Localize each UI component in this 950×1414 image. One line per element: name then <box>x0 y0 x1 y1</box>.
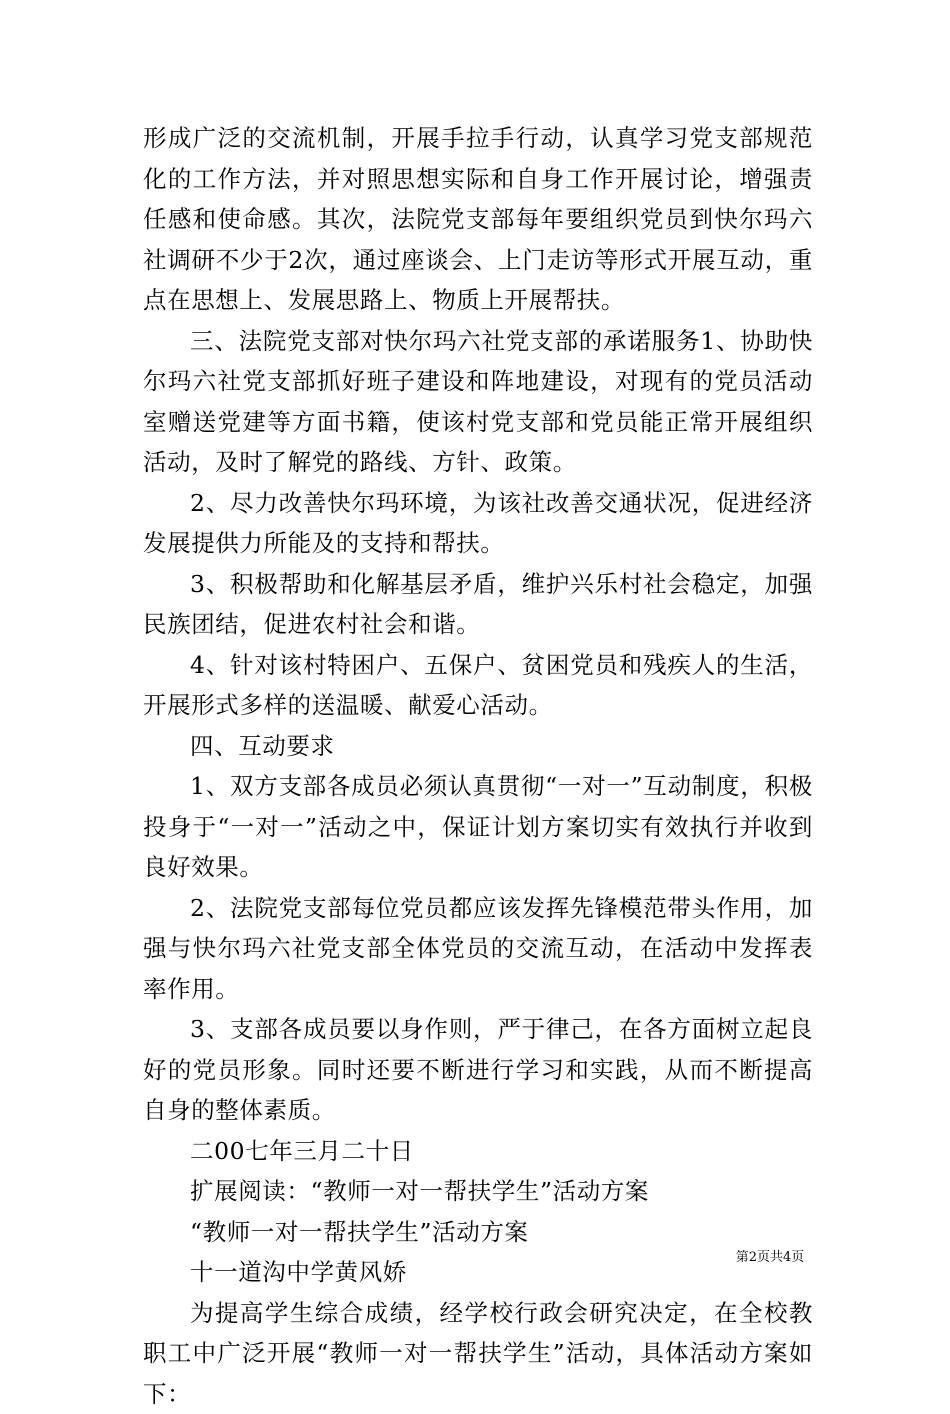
paragraph-1: 形成广泛的交流机制，开展手拉手行动，认真学习党支部规范化的工作方法，并对照思想实际和自身工作开展讨论，增强责任感和使命感。其次，法院党支部每年要组织党员到快尔玛六社调研不少于2次，通过座谈会、上门走访等形式开展互动，重点在思想上、发展思路上、物质上开展帮扶。 <box>143 118 813 321</box>
paragraph-7: 1、双方支部各成员必须认真贯彻“一对一”互动制度，积极投身于“一对一”活动之中，保证计划方案切实有效执行并收到良好效果。 <box>143 766 813 888</box>
paragraph-14: 为提高学生综合成绩，经学校行政会研究决定，在全校教职工中广泛开展“教师一对一帮扶学生”活动，具体活动方案如下： <box>143 1293 813 1414</box>
section-heading-4: 四、互动要求 <box>143 726 813 767</box>
paragraph-4: 3、积极帮助和化解基层矛盾，维护兴乐村社会稳定，加强民族团结，促进农村社会和谐。 <box>143 564 813 645</box>
page-number-footer: 第2页共4页 <box>0 1246 950 1265</box>
extended-reading-line: 扩展阅读：“教师一对一帮扶学生”活动方案 <box>143 1171 813 1212</box>
paragraph-8: 2、法院党支部每位党员都应该发挥先锋模范带头作用，加强与快尔玛六社党支部全体党员的交流互动，在活动中发挥表率作用。 <box>143 888 813 1010</box>
document-body <box>143 118 813 1414</box>
paragraph-5: 4、针对该村特困户、五保户、贫困党员和残疾人的生活，开展形式多样的送温暖、献爱心活动。 <box>143 645 813 726</box>
paragraph-9: 3、支部各成员要以身作则，严于律己，在各方面树立起良好的党员形象。同时还要不断进行学习和实践，从而不断提高自身的整体素质。 <box>143 1009 813 1131</box>
paragraph-3: 2、尽力改善快尔玛环境，为该社改善交通状况，促进经济发展提供力所能及的支持和帮扶。 <box>143 483 813 564</box>
plan-title: “教师一对一帮扶学生”活动方案 <box>143 1212 813 1253</box>
author-line: 十一道沟中学黄风娇 <box>143 1252 813 1293</box>
date-line: 二00七年三月二十日 <box>143 1131 813 1172</box>
paragraph-2: 三、法院党支部对快尔玛六社党支部的承诺服务1、协助快尔玛六社党支部抓好班子建设和阵地建设，对现有的党员活动室赠送党建等方面书籍，使该村党支部和党员能正常开展组织活动，及时了解党的路线、方针、政策。 <box>143 321 813 483</box>
